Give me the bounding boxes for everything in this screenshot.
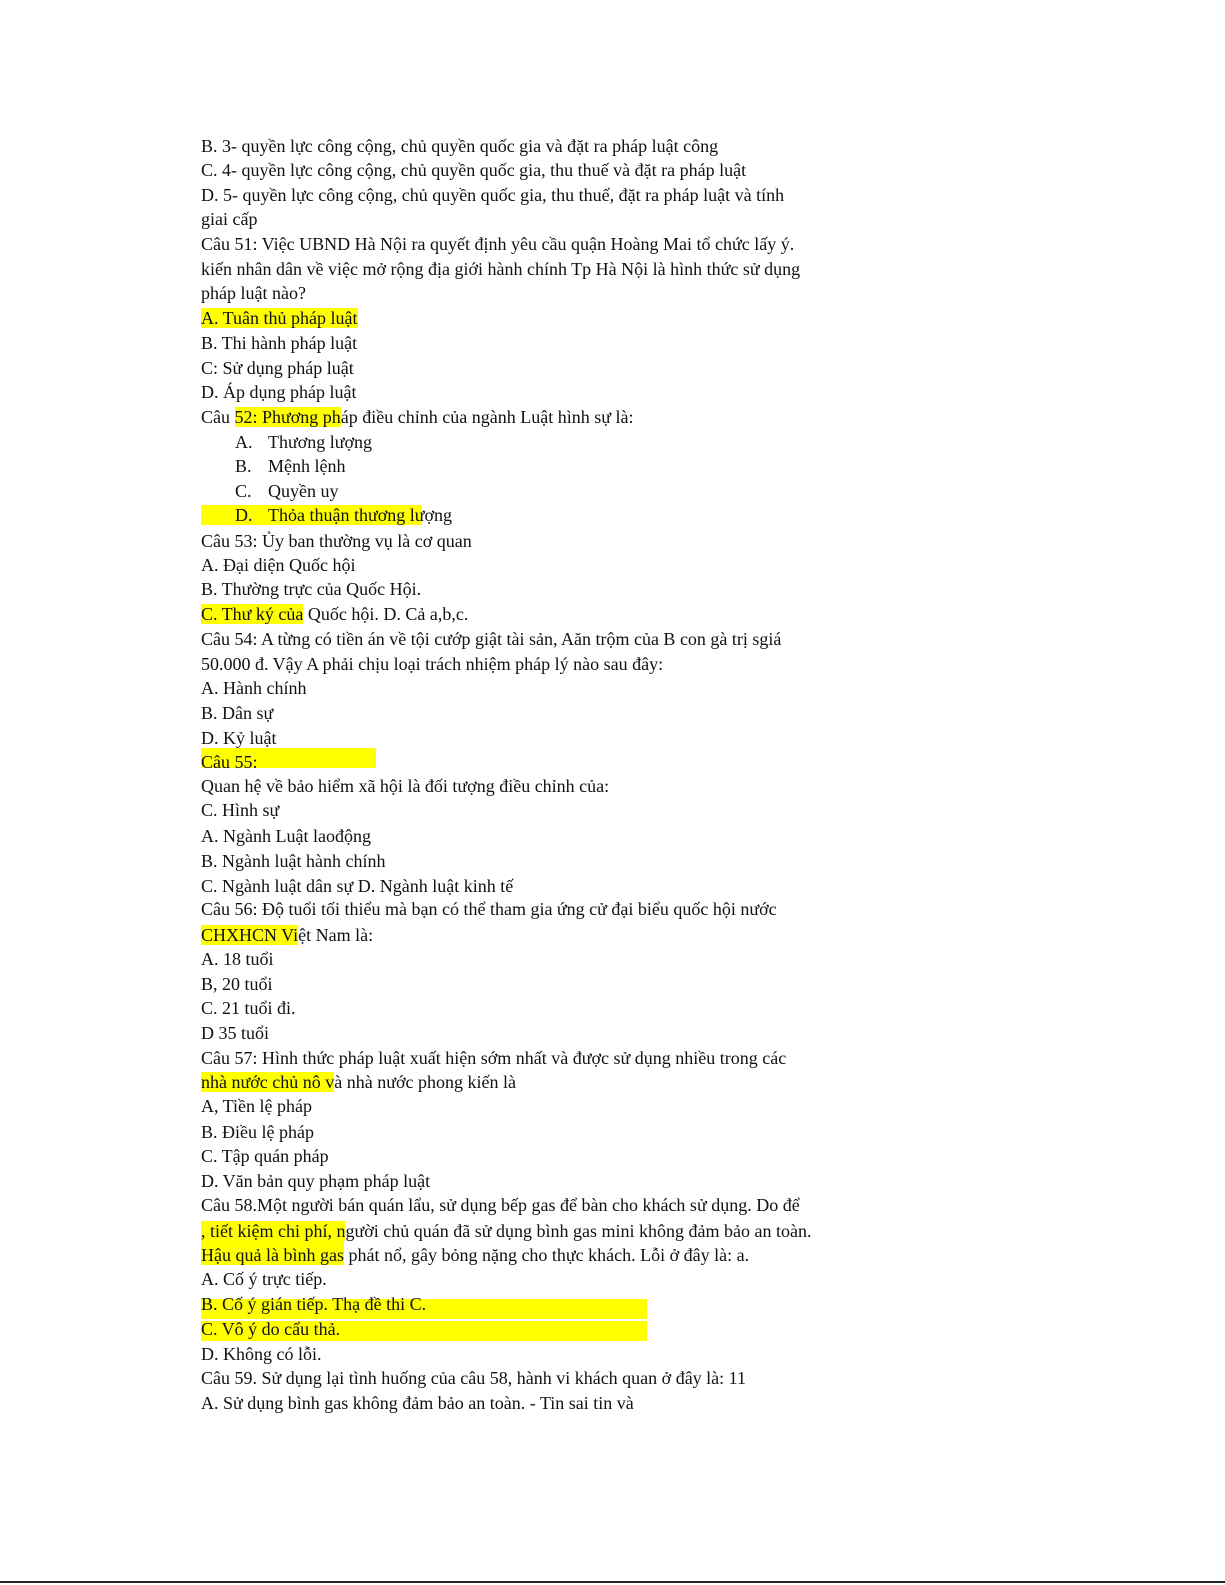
option-letter: D. xyxy=(235,505,253,525)
option-text: Thương lượng xyxy=(268,432,373,452)
option-d-q52 xyxy=(235,504,452,526)
option-a-q55: A. Ngành Luật laođộng xyxy=(201,826,371,846)
question-56: Câu 56: Độ tuổi tối thiểu mà bạn có thể tham gia ứng cử đại biểu quốc hội nước xyxy=(201,899,777,919)
option-letter: C. xyxy=(235,481,252,501)
question-58: Câu 58.Một người bán quán lẩu, sử dụng bếp gas để bàn cho khách sử dụng. Do để xyxy=(201,1195,800,1215)
option-c-q56: C. 21 tuổi đi. xyxy=(201,998,296,1018)
option-a-q59: A. Sử dụng bình gas không đảm bảo an toàn. - Tin sai tin và xyxy=(201,1393,634,1413)
question-57-cont xyxy=(201,1071,516,1093)
option-c-q53 xyxy=(201,603,468,625)
option-a-q58: A. Cố ý trực tiếp. xyxy=(201,1269,327,1289)
option-text: Quyền uy xyxy=(268,481,339,501)
highlighted-text: , tiết kiệm chi phí, n xyxy=(201,1221,346,1241)
option-letter: B. xyxy=(235,456,252,476)
question-51-cont: kiến nhân dân về việc mở rộng địa giới hành chính Tp Hà Nội là hình thức sử dụng xyxy=(201,259,801,279)
highlighted-text: A. Tuân thủ pháp luật xyxy=(201,308,358,328)
option-b-q54: B. Dân sự xyxy=(201,703,274,723)
option-d-q56: D 35 tuổi xyxy=(201,1023,270,1043)
question-57-rest: à nhà nước phong kiến là xyxy=(334,1072,516,1092)
option-c-q58: C. Vô ý do cẩu thả. xyxy=(201,1319,341,1339)
option-d-q51: D. Áp dụng pháp luật xyxy=(201,382,357,402)
option-d-q58: D. Không có lỗi. xyxy=(201,1344,322,1364)
option-d-q57: D. Văn bản quy phạm pháp luật xyxy=(201,1171,431,1191)
question-59: Câu 59. Sử dụng lại tình huống của câu 58, hành vi khách quan ở đây là: 11 xyxy=(201,1368,747,1388)
option-a-q56: A. 18 tuổi xyxy=(201,949,274,969)
option-c-q51: C: Sử dụng pháp luật xyxy=(201,358,354,378)
highlighted-text: Hậu quả là bình gas xyxy=(201,1245,344,1265)
question-57: Câu 57: Hình thức pháp luật xuất hiện sớm nhất và được sử dụng nhiều trong các xyxy=(201,1048,787,1068)
option-text-rest: Quốc hội. D. Cả a,b,c. xyxy=(303,604,469,624)
option-b-q56: B, 20 tuổi xyxy=(201,974,273,994)
option-b-q52 xyxy=(235,455,345,477)
page-bottom-border xyxy=(0,1581,1225,1583)
question-54-cont: 50.000 đ. Vậy A phải chịu loại trách nhiệm pháp lý nào sau đây: xyxy=(201,654,664,674)
option-b-q58: B. Cố ý gián tiếp. Thạ đề thi C. xyxy=(201,1294,427,1314)
option-a-q54: A. Hành chính xyxy=(201,678,307,698)
option-a-q51 xyxy=(201,307,358,329)
option-b-q57: B. Điều lệ pháp xyxy=(201,1122,314,1142)
question-51-cont: pháp luật nào? xyxy=(201,283,306,303)
option-letter: A. xyxy=(235,432,253,452)
option-b-q53: B. Thường trực của Quốc Hội. xyxy=(201,579,422,599)
question-56-rest: ệt Nam là: xyxy=(298,925,374,945)
question-58-cont xyxy=(201,1220,811,1242)
question-58-cont xyxy=(201,1244,749,1266)
question-52-prefix: Câu xyxy=(201,407,235,427)
question-52-rest: áp điều chỉnh của ngành Luật hình sự là: xyxy=(340,407,634,427)
option-c-q50: C. 4- quyền lực công cộng, chủ quyền quốc gia, thu thuế và đặt ra pháp luật xyxy=(201,160,747,180)
option-c-q55: C. Hình sự xyxy=(201,800,280,820)
option-a-q57: A, Tiền lệ pháp xyxy=(201,1096,313,1116)
highlighted-text: CHXHCN Vi xyxy=(201,925,299,945)
option-c-q57: C. Tập quán pháp xyxy=(201,1146,329,1166)
option-b-q55: B. Ngành luật hành chính xyxy=(201,851,386,871)
question-52 xyxy=(201,406,633,428)
question-58-rest: gười chủ quán đã sử dụng bình gas mini không đảm bảo an toàn. xyxy=(345,1221,812,1241)
option-text: Thỏa thuận thương lư xyxy=(268,505,425,525)
option-d-q50-cont: giai cấp xyxy=(201,209,258,229)
highlighted-text: nhà nước chủ nô v xyxy=(201,1072,335,1092)
option-text-rest: ợng xyxy=(424,505,453,525)
highlighted-text: 52: Phương ph xyxy=(234,407,341,427)
option-b-q51: B. Thi hành pháp luật xyxy=(201,333,358,353)
question-58-rest: phát nổ, gây bỏng nặng cho thực khách. Lỗi ở đây là: a. xyxy=(343,1245,750,1265)
highlighted-text: C. Thư ký của xyxy=(201,604,304,624)
option-a-q53: A. Đại diện Quốc hội xyxy=(201,555,356,575)
option-text: Mệnh lệnh xyxy=(268,456,346,476)
option-d-q54: D. Kỷ luật xyxy=(201,728,277,748)
question-54: Câu 54: A từng có tiền án về tội cướp giật tài sản, Aăn trộm của B con gà trị sgiá xyxy=(201,629,782,649)
option-d-q50: D. 5- quyền lực công cộng, chủ quyền quốc gia, thu thuế, đặt ra pháp luật và tính xyxy=(201,185,785,205)
question-53: Câu 53: Ủy ban thường vụ là cơ quan xyxy=(201,531,472,551)
question-55-text: Quan hệ về bảo hiểm xã hội là đối tượng điều chỉnh của: xyxy=(201,776,610,796)
option-c-q52 xyxy=(235,480,339,502)
option-cd-q55: C. Ngành luật dân sự D. Ngành luật kinh tế xyxy=(201,876,514,896)
question-51: Câu 51: Việc UBND Hà Nội ra quyết định yêu cầu quận Hoàng Mai tổ chức lấy ý. xyxy=(201,234,795,254)
option-b-q50: B. 3- quyền lực công cộng, chủ quyền quốc gia và đặt ra pháp luật công xyxy=(201,136,719,156)
question-55: Câu 55: xyxy=(201,752,258,772)
question-56-cont xyxy=(201,924,373,946)
option-a-q52 xyxy=(235,431,372,453)
